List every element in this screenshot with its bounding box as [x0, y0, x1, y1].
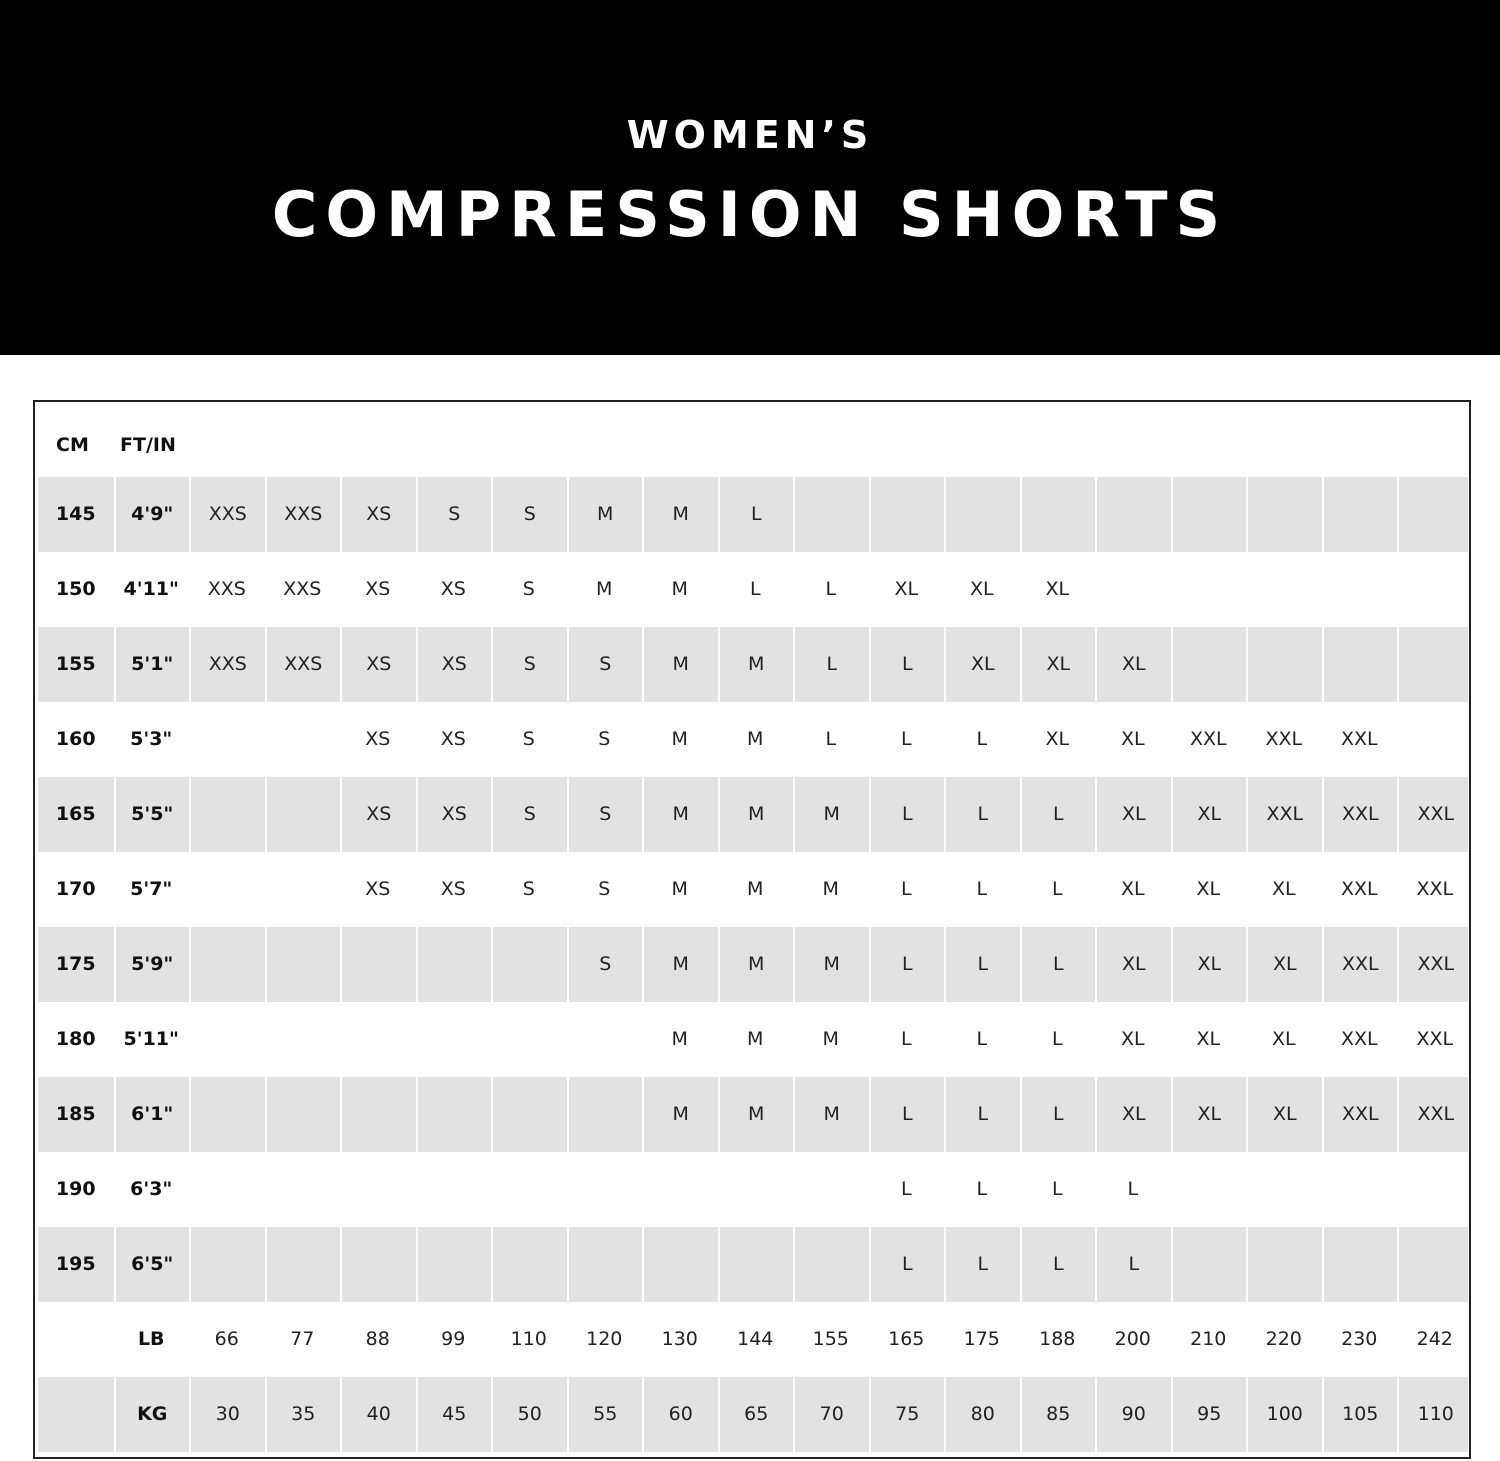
- size-cell: S: [598, 728, 611, 750]
- size-cell: [491, 1077, 567, 1152]
- size-cell: M: [642, 777, 718, 852]
- size-cell: M: [671, 728, 688, 750]
- size-cell: [1020, 477, 1096, 552]
- size-cell: L: [900, 1028, 912, 1050]
- size-cell: XL: [1171, 1077, 1247, 1152]
- weight-kg-cell: 85: [1020, 1377, 1096, 1452]
- size-cell: M: [642, 477, 718, 552]
- size-cell: [340, 1152, 416, 1227]
- size-cell: [567, 1152, 643, 1227]
- table-row: [38, 1077, 1468, 1152]
- size-cell: S: [491, 477, 567, 552]
- height-cm-cell: 185: [55, 1103, 96, 1125]
- size-cell: M: [822, 878, 839, 900]
- size-cell: XL: [1095, 927, 1171, 1002]
- header-title: COMPRESSION SHORTS: [271, 178, 1229, 251]
- size-cell: M: [747, 878, 764, 900]
- size-cell: M: [567, 477, 643, 552]
- header-subtitle: WOMEN’S: [626, 113, 874, 157]
- weight-lb-cell: 230: [1341, 1328, 1378, 1350]
- size-cell: L: [718, 477, 794, 552]
- weight-lb-cell: 242: [1416, 1328, 1453, 1350]
- size-cell: [340, 1077, 416, 1152]
- weight-lb-cell: 188: [1039, 1328, 1076, 1350]
- size-cell: L: [1020, 1077, 1096, 1152]
- size-cell: [189, 1077, 265, 1152]
- size-cell: M: [822, 1028, 839, 1050]
- size-cell: XL: [894, 578, 919, 600]
- size-cell: [1171, 627, 1247, 702]
- size-cell: L: [869, 627, 945, 702]
- size-cell: [1171, 1227, 1247, 1302]
- size-cell: [265, 1152, 341, 1227]
- size-cell: [1246, 1152, 1322, 1227]
- weight-kg-cell: 30: [189, 1377, 265, 1452]
- weight-lb-cell: 165: [888, 1328, 925, 1350]
- size-cell: [1322, 477, 1398, 552]
- size-cell: S: [567, 777, 643, 852]
- size-cell: [491, 927, 567, 1002]
- table-row: [38, 1002, 1468, 1077]
- weight-kg-label: KG: [114, 1377, 190, 1452]
- size-cell: L: [1095, 1227, 1171, 1302]
- height-cm-cell: 150: [55, 578, 96, 600]
- size-cell: XL: [1120, 728, 1145, 750]
- size-cell: L: [900, 1178, 912, 1200]
- size-cell: [1397, 627, 1473, 702]
- table-row: [38, 702, 1468, 777]
- size-cell: L: [1127, 1178, 1139, 1200]
- size-cell: XL: [1271, 1028, 1296, 1050]
- size-cell: S: [522, 878, 535, 900]
- size-cell: [265, 702, 341, 777]
- height-cm-cell: 175: [55, 953, 96, 975]
- size-cell: XS: [365, 878, 391, 900]
- size-cell: [642, 1227, 718, 1302]
- size-cell: [1171, 477, 1247, 552]
- size-cell: L: [825, 578, 837, 600]
- size-cell: L: [944, 927, 1020, 1002]
- weight-lb-cell: 120: [586, 1328, 623, 1350]
- size-cell: XL: [969, 578, 994, 600]
- size-cell: M: [718, 777, 794, 852]
- weight-kg-cell: 70: [793, 1377, 869, 1452]
- size-cell: [265, 1227, 341, 1302]
- size-cell: [1095, 477, 1171, 552]
- size-cell: [1322, 627, 1398, 702]
- size-cell: XL: [1045, 578, 1070, 600]
- weight-lb-cell: 220: [1265, 1328, 1302, 1350]
- height-cm-cell: 155: [55, 653, 96, 675]
- header-banner: [0, 0, 1500, 355]
- size-cell: L: [944, 1077, 1020, 1152]
- height-ftin-cell: 4'9": [114, 477, 190, 552]
- size-cell: [189, 777, 265, 852]
- size-cell: XL: [1095, 627, 1171, 702]
- weight-kg-cell: 105: [1322, 1377, 1398, 1452]
- size-cell: XXL: [1340, 728, 1378, 750]
- weight-lb-cell: 210: [1190, 1328, 1227, 1350]
- size-cell: [944, 477, 1020, 552]
- weight-kg-cell: 65: [718, 1377, 794, 1452]
- size-cell: L: [869, 1077, 945, 1152]
- weight-kg-cell: 45: [416, 1377, 492, 1452]
- size-cell: XXL: [1322, 1077, 1398, 1152]
- size-cell: [189, 927, 265, 1002]
- size-cell: XL: [1120, 878, 1145, 900]
- height-ftin-cell: 5'9": [114, 927, 190, 1002]
- size-cell: M: [718, 1077, 794, 1152]
- table-row: [38, 477, 1468, 552]
- size-cell: L: [1020, 777, 1096, 852]
- weight-kg-cell: 110: [1397, 1377, 1473, 1452]
- size-cell: XS: [340, 777, 416, 852]
- weight-lb-cell: 130: [661, 1328, 698, 1350]
- size-cell: [416, 927, 492, 1002]
- size-cell: [567, 1227, 643, 1302]
- size-cell: XXL: [1322, 927, 1398, 1002]
- size-cell: [718, 1152, 794, 1227]
- height-ftin-cell: 5'11": [123, 1028, 179, 1050]
- size-cell: [1397, 1227, 1473, 1302]
- size-cell: M: [747, 1028, 764, 1050]
- size-cell: [1095, 552, 1171, 627]
- weight-kg-cell: 75: [869, 1377, 945, 1452]
- size-cell: S: [416, 477, 492, 552]
- size-cell: L: [1051, 1028, 1063, 1050]
- size-cell: [491, 1152, 567, 1227]
- size-cell: XXS: [265, 627, 341, 702]
- size-cell: S: [567, 627, 643, 702]
- weight-lb-cell: 66: [214, 1328, 239, 1350]
- size-cell: XL: [944, 627, 1020, 702]
- size-chart-table: [33, 400, 1471, 1459]
- size-cell: [265, 927, 341, 1002]
- height-cm-cell: 195: [55, 1253, 96, 1275]
- weight-kg-cell: 50: [491, 1377, 567, 1452]
- size-cell: L: [976, 728, 988, 750]
- size-cell: XS: [340, 477, 416, 552]
- size-cell: [416, 1077, 492, 1152]
- weight-kg-cell: 60: [642, 1377, 718, 1452]
- weight-lb-cell: 88: [365, 1328, 390, 1350]
- size-cell: L: [944, 777, 1020, 852]
- size-cell: XXL: [1416, 878, 1454, 900]
- size-cell: XL: [1246, 1077, 1322, 1152]
- size-cell: XXS: [207, 578, 246, 600]
- height-ftin-cell: 5'5": [114, 777, 190, 852]
- size-cell: S: [522, 578, 535, 600]
- size-cell: XS: [440, 878, 466, 900]
- weight-kg-cell: 40: [340, 1377, 416, 1452]
- size-cell: XL: [1020, 627, 1096, 702]
- size-cell: XXS: [189, 627, 265, 702]
- size-cell: XXS: [283, 578, 322, 600]
- size-cell: M: [747, 728, 764, 750]
- size-cell: [567, 1077, 643, 1152]
- size-cell: L: [900, 878, 912, 900]
- size-cell: XXL: [1397, 1077, 1473, 1152]
- size-cell: [1322, 1152, 1398, 1227]
- size-cell: L: [869, 1227, 945, 1302]
- size-cell: XS: [440, 728, 466, 750]
- size-cell: [491, 1227, 567, 1302]
- size-cell: XXS: [189, 477, 265, 552]
- size-cell: [1171, 1152, 1247, 1227]
- size-cell: [265, 777, 341, 852]
- size-cell: [189, 1002, 265, 1077]
- size-cell: [1246, 552, 1322, 627]
- col-header-ftin: FT/IN: [120, 434, 176, 456]
- size-cell: L: [825, 728, 837, 750]
- size-cell: XL: [1196, 878, 1221, 900]
- size-cell: XL: [1196, 1028, 1221, 1050]
- size-cell: XS: [416, 777, 492, 852]
- size-cell: [642, 1152, 718, 1227]
- size-cell: [1397, 552, 1473, 627]
- size-cell: [189, 702, 265, 777]
- weight-kg-cell: 100: [1246, 1377, 1322, 1452]
- size-cell: XL: [1171, 927, 1247, 1002]
- size-cell: M: [793, 777, 869, 852]
- size-cell: XL: [1271, 878, 1296, 900]
- size-cell: [718, 1227, 794, 1302]
- height-ftin-cell: 5'7": [130, 878, 173, 900]
- size-cell: XXL: [1265, 728, 1303, 750]
- weight-lb-cell: 110: [510, 1328, 547, 1350]
- table-row: [38, 552, 1468, 627]
- size-cell: [567, 1002, 643, 1077]
- size-cell: M: [642, 927, 718, 1002]
- size-cell: XL: [1095, 1077, 1171, 1152]
- col-header-cm: CM: [56, 434, 89, 456]
- weight-kg-row: [38, 1377, 1468, 1452]
- size-cell: XL: [1171, 777, 1247, 852]
- size-cell: M: [671, 1028, 688, 1050]
- size-cell: XXL: [1189, 728, 1227, 750]
- size-cell: L: [900, 728, 912, 750]
- size-cell: M: [718, 927, 794, 1002]
- size-cell: XS: [416, 627, 492, 702]
- size-cell: [340, 1002, 416, 1077]
- size-cell: M: [642, 1077, 718, 1152]
- size-cell: M: [671, 578, 688, 600]
- size-cell: XL: [1095, 777, 1171, 852]
- size-cell: XS: [440, 578, 466, 600]
- size-cell: [340, 1227, 416, 1302]
- size-cell: [1246, 627, 1322, 702]
- weight-lb-cell: 144: [737, 1328, 774, 1350]
- size-cell: [416, 1227, 492, 1302]
- size-cell: [793, 477, 869, 552]
- size-cell: [1246, 477, 1322, 552]
- size-cell: [491, 1002, 567, 1077]
- size-cell: S: [491, 777, 567, 852]
- height-ftin-cell: 6'1": [114, 1077, 190, 1152]
- size-cell: XS: [365, 728, 391, 750]
- weight-kg-cell: 90: [1095, 1377, 1171, 1452]
- size-cell: [416, 1152, 492, 1227]
- weight-lb-row: [38, 1302, 1468, 1377]
- size-cell: L: [976, 878, 988, 900]
- weight-kg-cell: 95: [1171, 1377, 1247, 1452]
- height-ftin-cell: 6'3": [130, 1178, 173, 1200]
- height-cm-cell: 160: [55, 728, 96, 750]
- size-cell: M: [793, 927, 869, 1002]
- size-cell: XL: [1246, 927, 1322, 1002]
- height-ftin-cell: 4'11": [123, 578, 179, 600]
- size-cell: [1171, 552, 1247, 627]
- size-cell: [265, 1077, 341, 1152]
- size-cell: [1322, 1227, 1398, 1302]
- weight-lb-cell: 200: [1114, 1328, 1151, 1350]
- weight-lb-cell: 155: [812, 1328, 849, 1350]
- size-cell: XS: [340, 627, 416, 702]
- size-cell: L: [944, 1227, 1020, 1302]
- size-cell: M: [671, 878, 688, 900]
- size-cell: M: [642, 627, 718, 702]
- size-cell: [1322, 552, 1398, 627]
- size-cell: [793, 1227, 869, 1302]
- size-cell: XL: [1120, 1028, 1145, 1050]
- size-cell: L: [1020, 927, 1096, 1002]
- size-cell: XXL: [1416, 1028, 1454, 1050]
- height-cm-cell: 180: [55, 1028, 96, 1050]
- weight-lb-cell: 77: [290, 1328, 315, 1350]
- size-cell: S: [491, 627, 567, 702]
- empty-cell: [38, 1377, 114, 1452]
- height-ftin-cell: 6'5": [114, 1227, 190, 1302]
- size-cell: XXS: [265, 477, 341, 552]
- table-row: [38, 1227, 1468, 1302]
- size-cell: S: [522, 728, 535, 750]
- table-row: [38, 627, 1468, 702]
- size-cell: XXL: [1340, 878, 1378, 900]
- height-cm-cell: 190: [55, 1178, 96, 1200]
- table-row: [38, 777, 1468, 852]
- weight-lb-cell: 175: [963, 1328, 1000, 1350]
- size-cell: M: [596, 578, 613, 600]
- weight-kg-cell: 35: [265, 1377, 341, 1452]
- size-cell: L: [976, 1028, 988, 1050]
- size-cell: [265, 1002, 341, 1077]
- size-cell: L: [1051, 878, 1063, 900]
- size-cell: [1397, 1152, 1473, 1227]
- size-cell: M: [718, 627, 794, 702]
- size-cell: [189, 852, 265, 927]
- weight-kg-cell: 55: [567, 1377, 643, 1452]
- size-cell: L: [749, 578, 761, 600]
- size-cell: XXL: [1397, 927, 1473, 1002]
- size-cell: S: [598, 878, 611, 900]
- weight-lb-cell: 99: [441, 1328, 466, 1350]
- table-row: [38, 1152, 1468, 1227]
- size-cell: L: [1020, 1227, 1096, 1302]
- size-cell: XS: [365, 578, 391, 600]
- size-cell: XXL: [1397, 777, 1473, 852]
- size-cell: XL: [1045, 728, 1070, 750]
- size-cell: L: [976, 1178, 988, 1200]
- size-cell: [1397, 477, 1473, 552]
- table-row: [38, 852, 1468, 927]
- size-cell: [265, 852, 341, 927]
- size-cell: [189, 1227, 265, 1302]
- table-row: [38, 927, 1468, 1002]
- size-cell: L: [869, 927, 945, 1002]
- size-cell: XXL: [1322, 777, 1398, 852]
- height-cm-cell: 170: [55, 878, 96, 900]
- size-cell: [869, 477, 945, 552]
- size-cell: [340, 927, 416, 1002]
- weight-lb-label: LB: [137, 1328, 165, 1350]
- height-cm-cell: 165: [55, 803, 96, 825]
- weight-kg-cell: 80: [944, 1377, 1020, 1452]
- size-cell: [793, 1152, 869, 1227]
- size-cell: [416, 1002, 492, 1077]
- size-cell: [1397, 702, 1473, 777]
- size-cell: XXL: [1340, 1028, 1378, 1050]
- size-cell: L: [1051, 1178, 1063, 1200]
- size-cell: XXL: [1246, 777, 1322, 852]
- size-cell: [189, 1152, 265, 1227]
- size-cell: S: [567, 927, 643, 1002]
- height-ftin-cell: 5'3": [130, 728, 173, 750]
- height-cm-cell: 145: [55, 503, 96, 525]
- height-ftin-cell: 5'1": [114, 627, 190, 702]
- size-cell: L: [793, 627, 869, 702]
- size-cell: M: [793, 1077, 869, 1152]
- size-cell: L: [869, 777, 945, 852]
- size-cell: [1246, 1227, 1322, 1302]
